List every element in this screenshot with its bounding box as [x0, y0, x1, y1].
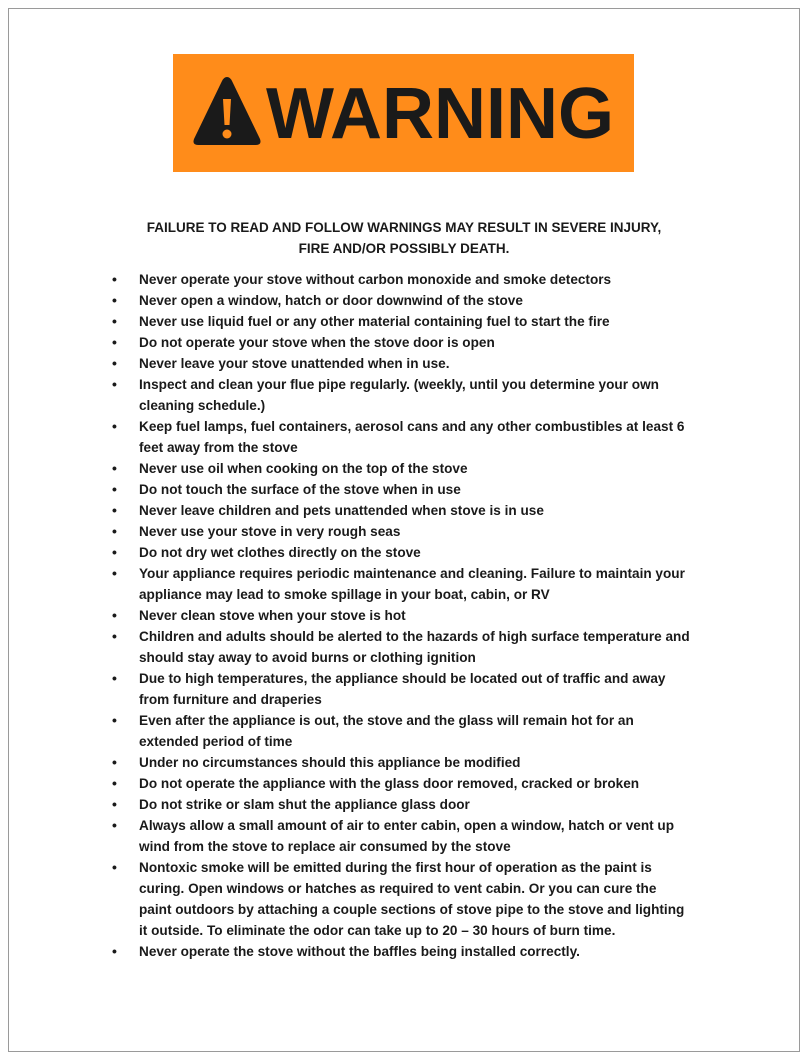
list-item: • Never operate the stove without the baffles being installed correctly. [112, 941, 692, 962]
headline [90, 217, 718, 259]
list-item: • Never use oil when cooking on the top of the stove [112, 458, 692, 479]
list-item: • Never use liquid fuel or any other material containing fuel to start the fire [112, 311, 692, 332]
list-item: • Do not strike or slam shut the appliance glass door [112, 794, 692, 815]
warning-list [112, 269, 692, 962]
list-item: • Never operate your stove without carbon monoxide and smoke detectors [112, 269, 692, 290]
list-item: • Never use your stove in very rough seas [112, 521, 692, 542]
banner-title: WARNING [266, 74, 614, 154]
list-item: • Never leave your stove unattended when in use. [112, 353, 692, 374]
warning-banner [173, 54, 634, 172]
headline-line-2: FIRE AND/OR POSSIBLY DEATH. [298, 241, 510, 256]
list-item: • Never open a window, hatch or door downwind of the stove [112, 290, 692, 311]
list-item: • Your appliance requires periodic maintenance and cleaning. Failure to maintain your appliance may lead to smoke spillage in your boat, cabin, or RV [112, 563, 692, 605]
list-item: • Do not dry wet clothes directly on the stove [112, 542, 692, 563]
headline-line-1: FAILURE TO READ AND FOLLOW WARNINGS MAY RESULT IN SEVERE INJURY, [146, 220, 662, 235]
list-item: • Under no circumstances should this appliance be modified [112, 752, 692, 773]
list-item: • Nontoxic smoke will be emitted during the first hour of operation as the paint is curing. Open windows or hatches as required to vent cabin. Or you can cure the paint outdoors by attaching a couple sections of stove pipe to the stove and lighting it outside. To eliminate the odor can take up to 20 – 30 hours of burn time. [112, 857, 692, 941]
list-item: • Children and adults should be alerted to the hazards of high surface temperature and should stay away to avoid burns or clothing ignition [112, 626, 692, 668]
list-item: • Do not operate the appliance with the glass door removed, cracked or broken [112, 773, 692, 794]
list-item: • Even after the appliance is out, the stove and the glass will remain hot for an extended period of time [112, 710, 692, 752]
list-item: • Do not touch the surface of the stove when in use [112, 479, 692, 500]
list-item: • Keep fuel lamps, fuel containers, aerosol cans and any other combustibles at least 6 feet away from the stove [112, 416, 692, 458]
list-item: • Never clean stove when your stove is hot [112, 605, 692, 626]
list-item: • Never leave children and pets unattended when stove is in use [112, 500, 692, 521]
list-item: • Due to high temperatures, the appliance should be located out of traffic and away from furniture and draperies [112, 668, 692, 710]
list-item: • Inspect and clean your flue pipe regularly. (weekly, until you determine your own cleaning schedule.) [112, 374, 692, 416]
warning-triangle-icon [192, 75, 262, 147]
list-item: • Always allow a small amount of air to enter cabin, open a window, hatch or vent up wind from the stove to replace air consumed by the stove [112, 815, 692, 857]
list-item: • Do not operate your stove when the stove door is open [112, 332, 692, 353]
